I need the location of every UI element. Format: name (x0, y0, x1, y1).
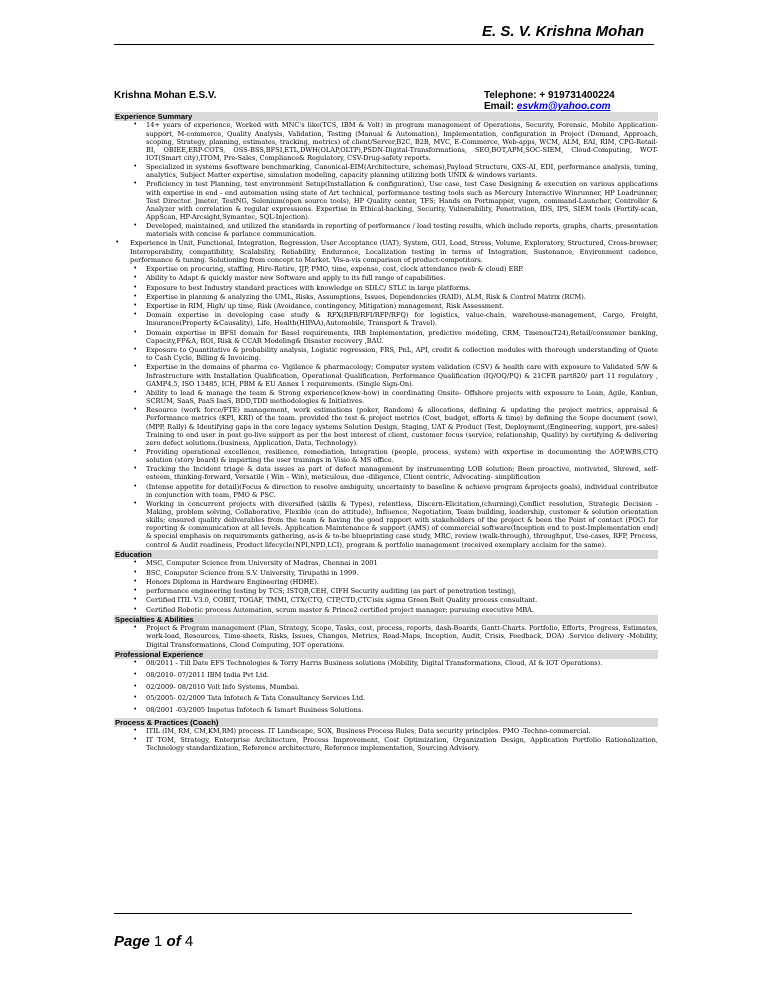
bullet-icon: • (134, 682, 137, 690)
list-item-text: Honors Diploma in Hardware Engineering (HDHE). (146, 577, 319, 586)
list-item (114, 448, 658, 464)
list-item-text: Domain expertise in BFSI domain for Basel requirements, IRB Implementation, predictive modeling, CRM, Tmenos(T24),Retail/consumer banking, Capacity,FP&A, ROI, Risk & CCAR Modeling& Disaster recovery ,BAU. (146, 328, 658, 345)
bullet-icon: • (134, 587, 137, 595)
list-item-text: 08/2010- 07/2011 IBM India Pvt Ltd. (146, 670, 269, 679)
list-item (114, 578, 658, 586)
list-item-text: 08/2011 - Till Date EFS Technologies & Torry Harris Business solutions (Mobility, Digital Transformations, Cloud, AI & IOT Operations). (146, 659, 603, 668)
list-item-text: 05/2005- 02/2009 Tata Infotech & Tata Consultancy Services Ltd. (146, 694, 366, 703)
resume-content (114, 112, 658, 754)
bullet-icon: • (134, 670, 137, 678)
bullet-icon: • (134, 596, 137, 604)
list-item-text: Exposure to Quantitative & probability analysis, Logistic regression, FRS, PnL, API, credit & collection modules with thorough understanding of Quote to Cash Cycle, Billing & Invoicing. (146, 346, 658, 363)
bullet-icon: • (134, 406, 137, 414)
page-number: 1 (154, 933, 163, 950)
list-item-text: Project & Program management (Plan, Strategy, Scope, Tasks, cost, process, reports, dash-Boards, Gantt-Charts. Portfolio, Efforts, Progress, Estimates, work-load, Resources, Time-sheets, Risks, Issues, Changes, Metrics, Road-Maps, Inception, Audit, Crisis, Feedback, DOA) .Service delivery -Mobility, Digital Transformations, Cloud Computing, IOT operations. (146, 624, 658, 649)
list-item (114, 587, 658, 595)
bullet-icon: • (134, 363, 137, 371)
list-item (114, 121, 658, 161)
bullet-icon: • (134, 222, 137, 230)
bullet-icon: • (134, 311, 137, 319)
list-item (114, 293, 658, 301)
list-item (114, 239, 658, 263)
bullet-icon: • (134, 447, 137, 455)
list-item (114, 596, 658, 604)
list-item-text: Domain expertise in developing case study & RFX(RFB/RFI/RFP/RFQ) for logistics, value-chain, warehouse-management, Cargo, Freight, Insurance(Property &Causality), Life, Health(HIPAA),Automobile, Transport & Travel). (146, 311, 658, 328)
bullet-icon: • (134, 292, 137, 300)
list-item (114, 406, 658, 446)
list-item-text: Resource (work force/FTE) management, work estimations (poker, Random) & allocations, defining & updating the project metrics, appraisal & Performance metrics (KPI, KRI) of the team. provided the test & project metrics (Cost, budget, efforts & time) by defining the Scope document (sow),(MPP, Rally) & Identifying gaps in the core legacy systems Solution Design, Staging, UAT & Product (Test, Deployment,(Engineering, support, pre-sales) Training to end user in post go-live support as per the best interest of client, customer focus (service, relationship, Quality) by certifying & delivering zero defect solutions.(business, Application, Data, Technology). (146, 406, 658, 447)
list-item (114, 389, 658, 405)
list-item-text: Certified Robotic process Automation, scrum master & Prince2 certified project manager; pursuing executive MBA. (146, 605, 535, 614)
bullet-icon: • (134, 283, 137, 291)
page-label: Page (114, 933, 150, 950)
list-item (114, 559, 658, 567)
list-item-text: Expertise on procuring, staffing, Hire-Retire, IJP, PMO, time, expense, cost, clock attendance (web & cloud) ERP. (146, 264, 524, 273)
section-process-practices: Process & Practices (Coach) (114, 718, 658, 727)
experience-summary-list (114, 121, 658, 548)
professional-experience-list (114, 659, 658, 714)
list-item (114, 500, 658, 549)
header-name: E. S. V. Krishna Mohan (482, 23, 644, 40)
list-item (114, 180, 658, 220)
list-item-text: Certified ITIL V3.0, COBIT, TOGAF, TMMI, CTX(CTQ, CTP,CTD,CTC)six sigma Green Belt Quality process consultant. (146, 596, 538, 605)
bullet-icon: • (116, 239, 119, 247)
list-item (114, 694, 658, 702)
list-item-text: Ability to lead & manage the team & Strong experience(know-how) in coordinating Onsite- Offshore projects with exposure to Lean, Agile, Kanban, SCRUM, SaaS, PaaS IaaS, BDD,TDD methodologies & Initiatives. (146, 388, 658, 406)
list-item-text: Expertise in planning & analyzing the UML, Risks, Assumptions, Issues, Dependencies (RAID), ALM, Risk & Control Matrix (RCM). (146, 292, 586, 301)
bullet-icon: • (134, 482, 137, 490)
list-item-text: BSC, Computer Science from S.V. University, Tirupathi in 1999. (146, 568, 359, 577)
specialties-list (114, 624, 658, 648)
bullet-icon: • (134, 163, 137, 171)
list-item (114, 274, 658, 282)
bullet-icon: • (134, 577, 137, 585)
list-item (114, 671, 658, 679)
list-item (114, 706, 658, 714)
email-link[interactable]: esvkm@yahoo.com (516, 101, 611, 112)
list-item (114, 346, 658, 362)
education-list (114, 559, 658, 614)
list-item-text: Working in concurrent projects with diversified (skills & Types), relentless, Discern-Elicitation,(churning),Conflict resolution, Strategic Decision -Making, problem solving, Collaborative, Flexible (can do attitude), Influence, Negotiation, Team building, leadership, customer & solution orientation skills; ensured quality deliverables from the team & having the good rapport with stakeholders of the project & been the Point of contact (POC) for reporting & communication at all levels. Application Maintenance & support (AMS) of commercial software(Inception end to post-Implementation end) & special emphasis on requirements gathering, as-is & to-be blueprinting case study, MRC, review (walk-through), throughput, Use-cases, RFP, Process, control & Audit readiness, Product lifecycle(NPI,NPD,LCI), program & portfolio management (received exemplary acclaim for the same). (146, 500, 658, 549)
bullet-icon: • (134, 736, 137, 744)
bullet-icon: • (134, 694, 137, 702)
list-item (114, 329, 658, 345)
bullet-icon: • (134, 559, 137, 567)
list-item-text: Developed, maintained, and utilized the standards in reporting of performance / load testing results, which include reports, graphs, charts, presentation materials with concise & parlance communication. (146, 222, 658, 239)
list-item (114, 222, 658, 238)
bullet-icon: • (134, 264, 137, 272)
list-item (114, 163, 658, 179)
list-item (114, 311, 658, 327)
bullet-icon: • (134, 624, 137, 632)
list-item-text: 08/2001 -03/2005 Impetus Infotech & Ismart Business Solutions. (146, 705, 364, 714)
list-item-text: Proficiency in test Planning, test environment Setup(Installation & configuration), Use case, test Case Designing & execution on various applications with expertise in end - end automation using state of Art technical, performance testing tools such as Mercury Interactive Winrunner, HP Loadrunner, Test Director. Jmeter, TestNG, Selenium(open source tools), HP Quality center, TFS; Hands on Portmapper, vugen, command-Launcher, Controller & Analyzer with correlation & regular expressions. Expertise in Ethical-hacking, Security, Vulnerability, Penetration, IDS, IPS, SIEM tools (Fortify-scan, AppScan, HP-Arcsight,Symantec, SQL-Injection). (146, 180, 658, 221)
email-label: Email: (484, 101, 517, 112)
list-item-text: 02/2009- 08/2010 Volt Info Systems, Mumbai. (146, 682, 300, 691)
process-practices-list (114, 727, 658, 752)
page-footer (114, 933, 193, 950)
list-item (114, 606, 658, 614)
list-item-text: Tracking the Incident triage & data issues as part of defect management by instrumenting LOB solution; Been proactive, motivated, Shrewd, self-esteem, thinking-forward, Versatile ( Win – Win), meticulous, due -diligence, Client centric, Advocating- simplification (146, 465, 658, 482)
bullet-icon: • (134, 302, 137, 310)
list-item-text: 14+ years of experience, Worked with MNC's like(TCS, IBM & Volt) in program management of Operations, Security, Forensic, Mobile Application-support, M-commerce, Quality Analysis, Validation, Testing (Manual & Automation), Implementation, configuration in Project (Demand, Approach, scoping, Strategy, planning, estimates, tracking, metrics) of client/Server,B2C, B2B, MVC, E-Commerce, Web-apps, WCM, ALM, EAI, RIM, CPG-Retail-BI, OBIEE,ERP-COTS, OSS-BSS,BFSI,ETL,DWH(OLAP,OLTP),PSDN-Digital-Transformations, SEO,BOT,APM,SOC-SIEM, Cloud-Computing, WOT-IOT(Smart city),ITOM, Pre-Sales, Compliance& Regulatory, CSV-Drug-safety reports. (146, 121, 658, 162)
bullet-icon: • (134, 346, 137, 354)
contact-block (484, 90, 615, 112)
section-education: Education (114, 550, 658, 559)
list-item-text: Expertise in RIM, High/ up time, Risk (Avoidance, contingency, Mitigation) management, Risk Assessment. (146, 302, 504, 311)
list-item-text: MSC, Computer Science from University of Madras, Chennai in 2001 (146, 559, 378, 568)
list-item (114, 659, 658, 667)
bullet-icon: • (134, 727, 137, 735)
list-item-text: Providing operational excellence, resilience, remediation, Integration (people, process, system) with expertise in documenting the AOP,WBS,CTQ solution (story board) & imparting the user trainings in Visio & MS office. (146, 447, 658, 465)
list-item-text: Specialized in systems &software benchmarking, Canonical-EIM(Architecture, schemas),Payload Structure, GXS-AI, EDI, performance analysis, tuning, analytics, Subject Matter expertise, simulation modeling, capacity planning utilizing both UNIX & windows variants. (146, 163, 658, 180)
list-item (114, 483, 658, 499)
page-of-label: of (166, 933, 181, 950)
bullet-icon: • (134, 659, 137, 667)
bullet-icon: • (134, 500, 137, 508)
contact-name: Krishna Mohan E.S.V. (114, 90, 217, 101)
telephone: Telephone: + 919731400224 (484, 90, 615, 101)
list-item (114, 569, 658, 577)
list-item-text: Experience in Unit, Functional, Integration, Regression, User Acceptance (UAT), System, GUI, Load, Stress, Volume, Exploratory, Structured, Cross-browser, Interoperability, compatibility, Scalability, Reliability, Endurance, Localization testing in terms of Integration, Sustenance, Environment cadence, performance & tuning. Solutioning from concept to Market. Vis-a-vis comparison of product-competitors. (130, 239, 658, 264)
email-line (484, 101, 615, 112)
list-item (114, 736, 658, 752)
bullet-icon: • (134, 121, 137, 129)
list-item-text: ITIL (IM, RM, CM,KM,RM) process. IT Landscape, SOX, Business Process Rules, Data security principles. PMO -Techno-commercial. (146, 727, 591, 736)
footer-divider (114, 913, 632, 914)
list-item-text: Ability to Adapt & quickly master new Software and apply to its full range of capabilities. (146, 274, 446, 283)
list-item (114, 624, 658, 648)
page-total: 4 (184, 933, 194, 950)
bullet-icon: • (134, 180, 137, 188)
header-divider (114, 44, 654, 45)
list-item (114, 302, 658, 310)
list-item (114, 284, 658, 292)
list-item-text: performance engineering testing by TCS; ISTQB,CEH, CIFH Security auditing (as part of penetration testing), (146, 587, 516, 596)
section-professional-experience: Professional Experience (114, 650, 658, 659)
section-experience-summary: Experience Summary (114, 112, 658, 121)
bullet-icon: • (134, 388, 137, 396)
list-item (114, 363, 658, 387)
bullet-icon: • (134, 465, 137, 473)
list-item (114, 727, 658, 735)
section-specialties: Specialties & Abilities (114, 615, 658, 624)
bullet-icon: • (134, 605, 137, 613)
bullet-icon: • (134, 705, 137, 713)
list-item-text: IT TOM, Strategy, Enterprise Architecture, Process Improvement, Cost Optimization, Organization Design, Application Portfolio Rationalization, Technology standardization, Reference architecture, Reference implementation, Sourcing Advisory. (146, 736, 658, 753)
list-item-text: Expertise in the domains of pharma co- Vigilance & pharmacology; Computer system validation (CSV) & health care with exposure to Validated S/W & Infrastructure with Installation Qualification, Operational Qualification, Performance Qualification (IQ/OQ/PQ) & 21CFR part820/ part 11 regulatory , GAMP4,5, ISO 13485, ICH, PBM & EU Annex 1 requirements. (Single Sign-On). (146, 363, 658, 388)
list-item (114, 265, 658, 273)
list-item-text: Exposure to best Industry standard practices with knowledge on SDLC/ STLC in large platforms. (146, 283, 471, 292)
bullet-icon: • (134, 568, 137, 576)
list-item (114, 683, 658, 691)
list-item-text: (Intense appetite for detail)(Focus & direction to resolve ambiguity, uncertainty to baseline & achieve program &projects goals), individual contributor in conjunction with team, PMO & PSC. (146, 482, 658, 499)
bullet-icon: • (134, 328, 137, 336)
list-item (114, 465, 658, 481)
bullet-icon: • (134, 274, 137, 282)
